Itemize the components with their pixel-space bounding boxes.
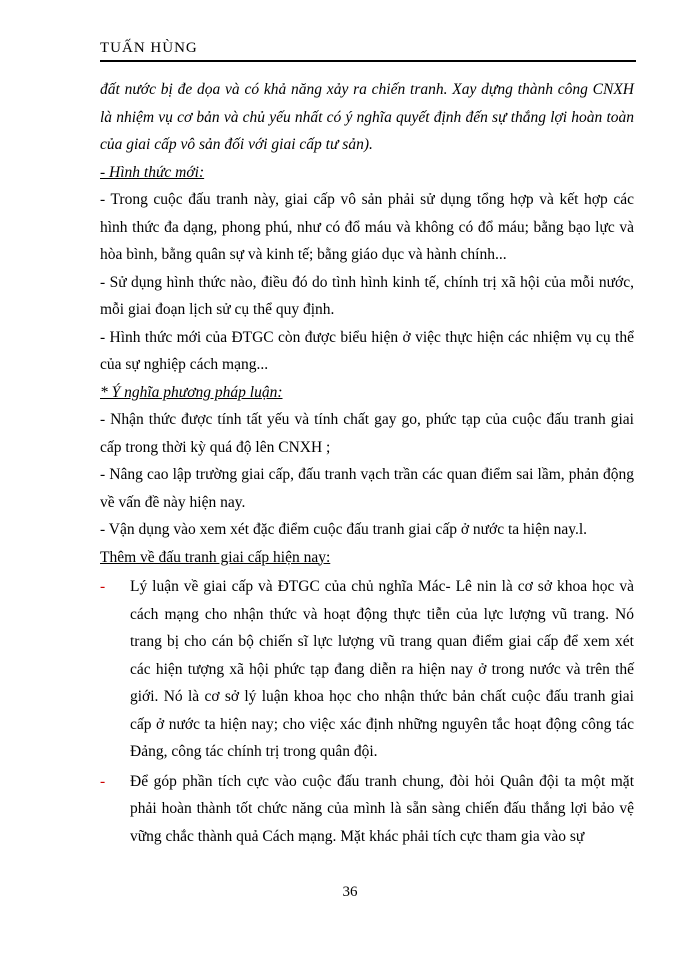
intro-paragraph: đất nước bị đe dọa và có khả năng xảy ra chiến tranh. Xay dựng thành công CNXH là nhiệm vụ cơ bản và chủ yếu nhất có ý nghĩa quyết định đến sự thắng lợi hoàn toàn của giai cấp vô sản đối với giai cấp tư sản). [100,81,634,153]
bullet-item-2 [100,768,634,851]
page-body [100,76,634,850]
paragraph-3: - Hình thức mới của ĐTGC còn được biểu hiện ở việc thực hiện các nhiệm vụ cụ thể của sự nghiệp cách mạng... [100,328,634,373]
bullet-text-1: Lý luận về giai cấp và ĐTGC của chủ nghĩa Mác- Lê nin là cơ sở khoa học và cách mạng cho nhận thức và hoạt động thực tiễn của lực lượng vũ trang. Nó trang bị cho cán bộ chiến sĩ lực lượng vũ trang quan điểm giai cấp để xem xét các hiện tượng xã hội phức tạp đang diễn ra hiện nay ở trong nước và trên thế giới. Nó là cơ sở lý luận khoa học cho nhận thức bản chất cuộc đấu tranh giai cấp ở nước ta hiện nay; cho việc xác định những nguyên tắc hoạt động công tác Đảng, công tác chính trị trong quân đội. [130,578,634,760]
paragraph-4: - Nhận thức được tính tất yếu và tính chất gay go, phức tạp của cuộc đấu tranh giai cấp trong thời kỳ quá độ lên CNXH ; [100,411,634,456]
heading-more: Thêm về đấu tranh giai cấp hiện nay: [100,548,331,566]
heading-forms: - Hình thức mới: [100,163,205,181]
bullet-dash: - [100,578,106,595]
page-number: 36 [342,884,358,900]
bullet-dash: - [100,772,106,790]
heading-meaning: * Ý nghĩa phương pháp luận: [100,383,283,401]
paragraph-2: - Sử dụng hình thức nào, điều đó do tình hình kinh tế, chính trị xã hội của mỗi nước, mỗi giai đoạn lịch sử cụ thể quy định. [100,273,634,318]
paragraph-5: - Nâng cao lập trường giai cấp, đấu tranh vạch trần các quan điểm sai lầm, phản động về vấn đề này hiện nay. [100,466,634,511]
bullet-item-1 [100,573,634,766]
bullet-text-2: Để góp phần tích cực vào cuộc đấu tranh chung, đòi hỏi Quân đội ta một mặt phải hoàn thành tốt chức năng của mình là sẵn sàng chiến đấu thắng lợi bảo vệ vững chắc thành quả Cách mạng. Mặt khác phải tích cực tham gia vào sự [130,772,634,845]
paragraph-6: - Vận dụng vào xem xét đặc điểm cuộc đấu tranh giai cấp ở nước ta hiện nay.l. [100,521,588,538]
paragraph-1: - Trong cuộc đấu tranh này, giai cấp vô sản phải sử dụng tổng hợp và kết hợp các hình thức đa dạng, phong phú, như có đổ máu và không có đổ máu; bằng bạo lực và hòa bình, bằng quân sự và kinh tế; bằng giáo dục và hành chính... [100,191,634,263]
page-header: TUẤN HÙNG [100,40,198,56]
header-rule [100,60,636,62]
